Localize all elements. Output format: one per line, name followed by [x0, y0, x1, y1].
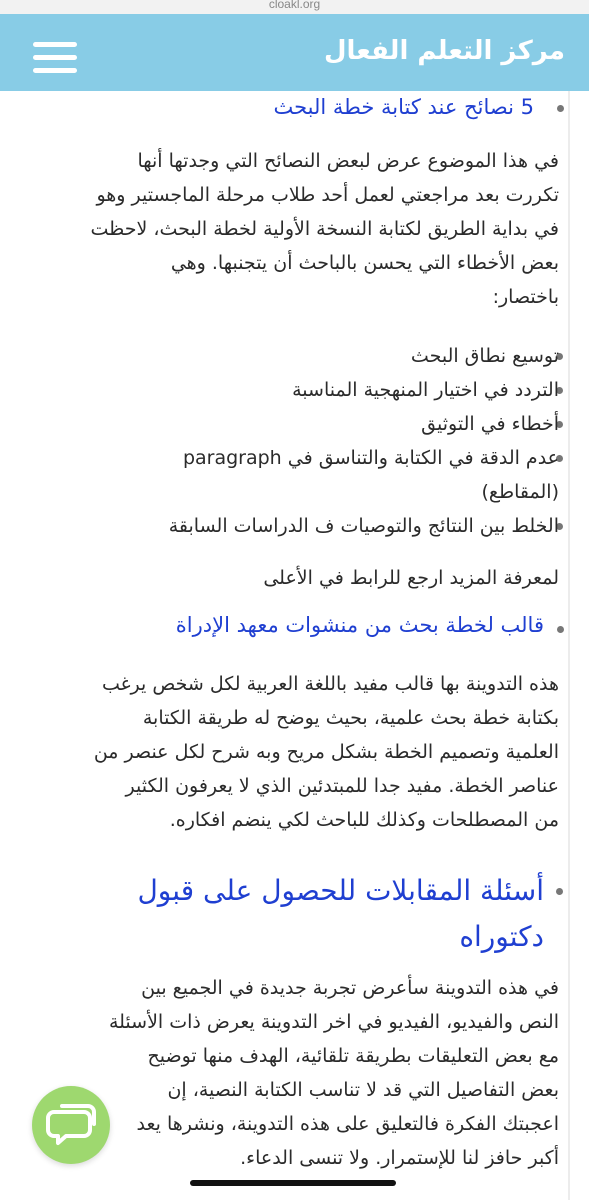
site-header — [0, 14, 589, 91]
text-line: هذه التدوينة بها قالب مفيد باللغة العربية لكل شخص يرغب — [101, 673, 559, 695]
text-line: باختصار: — [492, 286, 559, 308]
text-line: في بداية الطريق لكتابة النسخة الأولية لخطة البحث، لاحظت — [90, 218, 559, 240]
list-bullet — [557, 105, 564, 112]
text-line: النص والفيديو، الفيديو في اخر التدوينة يعرض ذات الأسئلة — [108, 1011, 559, 1033]
list-item: التردد في اختيار المنهجية المناسبة — [292, 379, 559, 401]
site-title[interactable]: مركز التعلم الفعال — [323, 36, 565, 66]
post-excerpt — [39, 144, 559, 314]
list-item: عدم الدقة في الكتابة والتناسق في paragraph — [182, 447, 559, 469]
text-line: بعض التفاصيل التي قد لا تناسب الكتابة النصية، إن — [167, 1079, 559, 1101]
text-line: بعض الأخطاء التي يحسن بالباحث أن يتجنبها. وهي — [170, 252, 559, 274]
post-excerpt — [39, 971, 559, 1175]
text-line: من المصطلحات وكذلك للباحث لكي ينضم افكاره. — [169, 809, 559, 831]
menu-line — [33, 42, 77, 47]
chat-button[interactable] — [32, 1086, 110, 1164]
text-line: أكبر حافز لنا للإستمرار. ولا تنسى الدعاء. — [240, 1147, 559, 1169]
list-item: أخطاء في التوثيق — [421, 413, 559, 435]
url-bar[interactable]: cloakl.org — [0, 0, 589, 14]
list-bullet — [556, 888, 563, 895]
text-line: مع بعض التعليقات بطريقة تلقائية، الهدف منها توضيح — [147, 1045, 559, 1067]
read-more-text: لمعرفة المزيد ارجع للرابط في الأعلى — [263, 567, 559, 589]
post-title-line[interactable]: أسئلة المقابلات للحصول على قبول — [137, 874, 544, 907]
list-item: توسيع نطاق البحث — [410, 345, 559, 367]
post-title-link[interactable] — [64, 868, 544, 960]
hamburger-icon[interactable] — [33, 40, 77, 74]
text-line: في هذه التدوينة سأعرض تجربة جديدة في الجميع بين — [141, 977, 559, 999]
menu-line — [33, 68, 77, 73]
post-title-link[interactable]: قالب لخطة بحث من منشوات معهد الإدراة — [175, 613, 544, 637]
post-title-link[interactable]: 5 نصائح عند كتابة خطة البحث — [273, 95, 534, 119]
main-content — [0, 91, 589, 1200]
text-line: العلمية وتصميم الخطة بشكل مريح وبه شرح لكل عنصر من — [93, 741, 559, 763]
list-bullet — [557, 626, 564, 633]
menu-line — [33, 55, 77, 60]
text-line: بكتابة خطة بحث علمية، بحيث يوضح له طريقة الكتابة — [142, 707, 559, 729]
content-divider — [568, 91, 570, 1200]
list-item: (المقاطع) — [481, 481, 559, 503]
post-excerpt — [39, 667, 559, 837]
home-indicator — [190, 1180, 396, 1186]
text-line: عناصر الخطة. مفيد جدا للمبتدئين الذي لا يعرفون الكثير — [125, 775, 559, 797]
text-line: اعجبتك الفكرة فالتعليق على هذه التدوينة، ونشرها يعد — [136, 1113, 559, 1135]
text-line: في هذا الموضوع عرض لبعض النصائح التي وجدتها أنها — [137, 150, 559, 172]
post-title-line[interactable]: دكتوراه — [459, 920, 544, 953]
list-item: الخلط بين النتائج والتوصيات ف الدراسات السابقة — [168, 515, 559, 537]
chat-bubbles-icon — [32, 1086, 110, 1164]
text-line: تكررت بعد مراجعتي لعمل أحد طلاب مرحلة الماجستير وهو — [96, 184, 559, 206]
